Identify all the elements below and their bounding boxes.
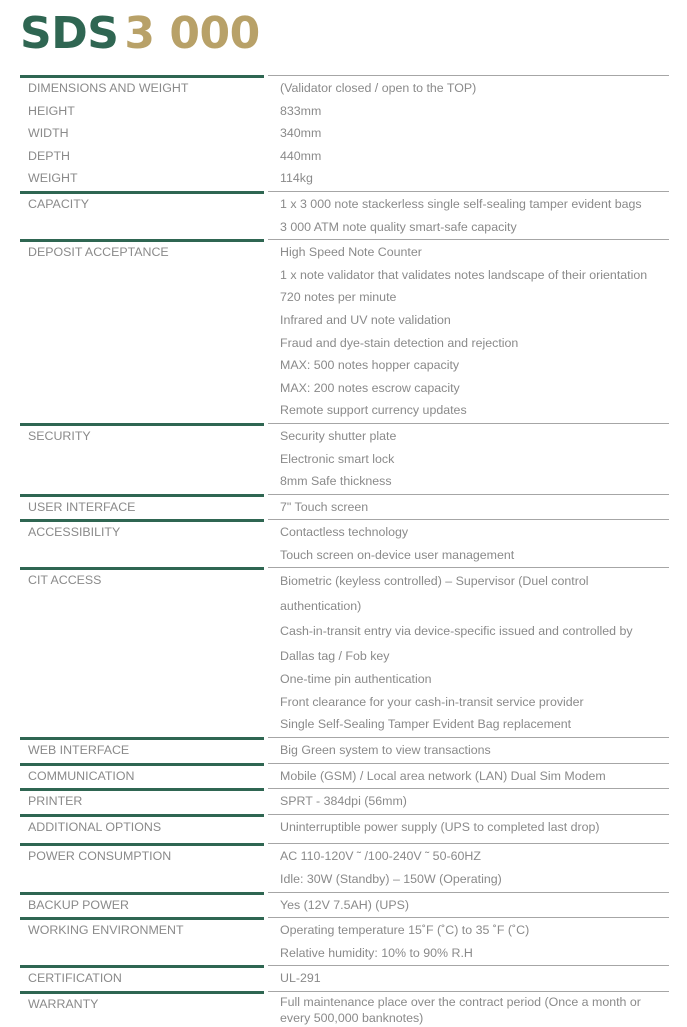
- spec-label: SECURITY: [28, 428, 91, 443]
- spec-label: DIMENSIONS AND WEIGHT: [28, 81, 189, 95]
- spec-value: AC 110-120V ˜ /100-240V ˜ 50-60HZ: [280, 849, 481, 864]
- spec-section-labels: [20, 765, 280, 788]
- spec-value: Yes (12V 7.5AH) (UPS): [280, 897, 410, 912]
- spec-section-labels: [20, 919, 280, 964]
- spec-section-labels: [20, 193, 280, 238]
- spec-section-labels: [20, 739, 280, 762]
- spec-section-labels: [20, 816, 280, 839]
- spec-section-values: [280, 521, 669, 566]
- spec-label: ADDITIONAL OPTIONS: [28, 819, 162, 834]
- spec-label: ACCESSIBILITY: [28, 525, 121, 540]
- spec-section-values: [280, 894, 669, 917]
- spec-value: Remote support currency updates: [280, 403, 467, 418]
- spec-section-values: [280, 496, 669, 519]
- spec-section-values: [280, 569, 669, 736]
- spec-value: Operating temperature 15˚F (˚C) to 35 ˚F (˚C): [280, 923, 530, 938]
- spec-value: Touch screen on-device user management: [280, 547, 515, 562]
- spec-value: Single Self-Sealing Tamper Evident Bag replacement: [280, 717, 572, 732]
- spec-section: [20, 814, 669, 844]
- spec-section: [20, 965, 669, 991]
- spec-section-values: [280, 919, 669, 964]
- spec-value: 340mm: [280, 126, 322, 141]
- spec-value: Electronic smart lock: [280, 451, 395, 466]
- spec-value: Relative humidity: 10% to 90% R.H: [280, 945, 473, 960]
- spec-section-values: [280, 790, 669, 813]
- spec-section-labels: [20, 894, 280, 917]
- spec-section: [20, 423, 669, 494]
- spec-section: [20, 191, 669, 239]
- spec-section-labels: [20, 496, 280, 519]
- spec-section-labels: [20, 993, 280, 1026]
- spec-section: [20, 737, 669, 763]
- spec-table: [20, 75, 669, 1027]
- spec-section: [20, 239, 669, 423]
- spec-value: 440mm: [280, 148, 322, 163]
- spec-section-labels: [20, 845, 280, 890]
- spec-section: [20, 788, 669, 814]
- spec-value: Full maintenance place over the contract period (Once a month or every 500,000 banknotes): [280, 995, 641, 1025]
- spec-section-labels: [20, 967, 280, 990]
- spec-value: 7" Touch screen: [280, 499, 369, 514]
- spec-section-values: [280, 193, 669, 238]
- spec-value: MAX: 200 notes escrow capacity: [280, 380, 460, 395]
- spec-value: Fraud and dye-stain detection and rejection: [280, 335, 519, 350]
- spec-value: 720 notes per minute: [280, 290, 397, 305]
- spec-section: [20, 519, 669, 567]
- spec-label: DEPTH: [28, 148, 70, 163]
- spec-section-values: [280, 241, 669, 422]
- spec-label: COMMUNICATION: [28, 768, 135, 783]
- spec-section: [20, 763, 669, 789]
- spec-section-values: [280, 845, 669, 890]
- spec-section: [20, 843, 669, 891]
- spec-value: Contactless technology: [280, 525, 409, 540]
- spec-section: [20, 991, 669, 1027]
- spec-value: SPRT - 384dpi (56mm): [280, 794, 407, 809]
- spec-value: Infrared and UV note validation: [280, 312, 451, 327]
- spec-section-values: [280, 816, 669, 839]
- spec-value: Biometric (keyless controlled) – Supervisor (Duel control authentication): [280, 574, 589, 614]
- spec-value: 114kg: [280, 171, 313, 186]
- spec-value: 8mm Safe thickness: [280, 474, 392, 489]
- spec-label: WARRANTY: [28, 997, 99, 1011]
- spec-value: Mobile (GSM) / Local area network (LAN) Dual Sim Modem: [280, 768, 606, 783]
- spec-label: WIDTH: [28, 126, 69, 141]
- page-title: [20, 6, 260, 62]
- spec-section-values: [280, 425, 669, 493]
- spec-section-values: [280, 765, 669, 788]
- spec-value: UL-291: [280, 971, 321, 986]
- spec-label: USER INTERFACE: [28, 499, 136, 514]
- spec-section: [20, 494, 669, 520]
- spec-label: WEIGHT: [28, 171, 78, 186]
- spec-value: 833mm: [280, 103, 322, 118]
- spec-label: DEPOSIT ACCEPTANCE: [28, 245, 169, 260]
- spec-value: (Validator closed / open to the TOP): [280, 81, 477, 95]
- spec-section: [20, 917, 669, 965]
- spec-label: CERTIFICATION: [28, 971, 122, 986]
- spec-label: PRINTER: [28, 794, 83, 809]
- title-model-name: SDS: [20, 8, 119, 59]
- spec-label: POWER CONSUMPTION: [28, 849, 172, 864]
- spec-value: 1 x 3 000 note stackerless single self-sealing tamper evident bags: [280, 196, 642, 211]
- spec-label: BACKUP POWER: [28, 897, 129, 912]
- spec-value: Security shutter plate: [280, 428, 397, 443]
- spec-section-labels: [20, 569, 280, 736]
- spec-value: MAX: 500 notes hopper capacity: [280, 358, 460, 373]
- spec-value: 1 x note validator that validates notes landscape of their orientation: [280, 267, 648, 282]
- spec-label: CAPACITY: [28, 196, 90, 211]
- spec-section-labels: [20, 241, 280, 422]
- title-model-number: 3 000: [124, 8, 260, 59]
- spec-label: CIT ACCESS: [28, 573, 102, 588]
- spec-section-values: [280, 77, 669, 190]
- spec-section-values: [280, 967, 669, 990]
- spec-section-labels: [20, 425, 280, 493]
- spec-section-values: [280, 993, 669, 1026]
- spec-label: HEIGHT: [28, 103, 75, 118]
- spec-value: Front clearance for your cash-in-transit service provider: [280, 694, 584, 709]
- spec-label: WORKING ENVIRONMENT: [28, 923, 184, 938]
- spec-section-labels: [20, 521, 280, 566]
- spec-value: Big Green system to view transactions: [280, 743, 491, 758]
- spec-value: Cash-in-transit entry via device-specific issued and controlled by Dallas tag / Fob key: [280, 623, 633, 663]
- spec-value: High Speed Note Counter: [280, 245, 422, 260]
- spec-section: [20, 567, 669, 737]
- spec-section-labels: [20, 77, 280, 190]
- spec-section: [20, 892, 669, 918]
- spec-label: WEB INTERFACE: [28, 743, 130, 758]
- spec-section-values: [280, 739, 669, 762]
- spec-section: [20, 75, 669, 191]
- spec-value: 3 000 ATM note quality smart-safe capacity: [280, 219, 517, 234]
- spec-value: One-time pin authentication: [280, 672, 432, 687]
- spec-value: Idle: 30W (Standby) – 150W (Operating): [280, 872, 502, 887]
- spec-section-labels: [20, 790, 280, 813]
- spec-value: Uninterruptible power supply (UPS to completed last drop): [280, 819, 600, 834]
